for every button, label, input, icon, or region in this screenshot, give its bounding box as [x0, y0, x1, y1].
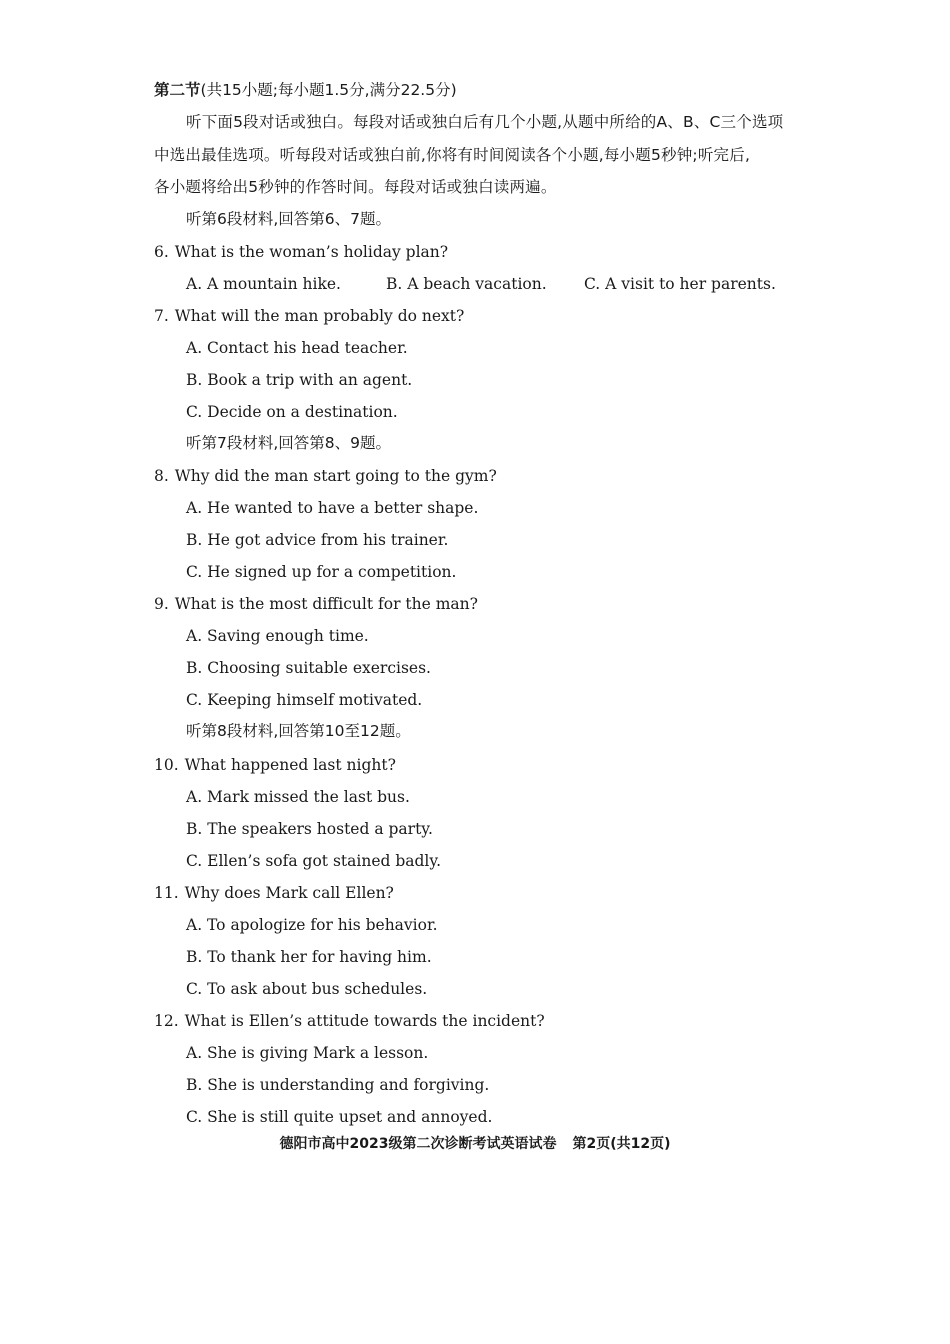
q8-option-a: A. He wanted to have a better shape. — [186, 499, 479, 517]
question-8 — [154, 466, 497, 486]
question-text: Why did the man start going to the gym? — [174, 467, 497, 485]
q7-option-a: A. Contact his head teacher. — [186, 339, 408, 357]
page-number: 第2页(共12页) — [572, 1136, 671, 1152]
q11-option-c: C. To ask about bus schedules. — [186, 980, 428, 998]
exam-title: 德阳市高中2023级第二次诊断考试英语试卷 — [279, 1136, 557, 1152]
q7-option-b: B. Book a trip with an agent. — [186, 371, 413, 389]
q10-option-c: C. Ellen’s sofa got stained badly. — [186, 852, 442, 870]
page-footer — [0, 1134, 950, 1154]
q11-option-a: A. To apologize for his behavior. — [186, 916, 438, 934]
q6-option-a: A. A mountain hike. — [186, 275, 341, 293]
question-6 — [154, 242, 448, 262]
material-7-heading: 听第7段材料,回答第8、9题。 — [186, 434, 392, 452]
section-header — [154, 80, 457, 100]
question-number: 6. — [154, 243, 169, 261]
question-text: What is Ellen’s attitude towards the incident? — [184, 1012, 545, 1030]
question-number: 8. — [154, 467, 169, 485]
question-number: 12. — [154, 1012, 179, 1030]
material-6-heading: 听第6段材料,回答第6、7题。 — [186, 210, 392, 228]
q6-option-c: C. A visit to her parents. — [584, 275, 776, 293]
q12-option-c: C. She is still quite upset and annoyed. — [186, 1108, 493, 1126]
question-7 — [154, 306, 464, 326]
question-text: What is the most difficult for the man? — [174, 595, 478, 613]
question-12 — [154, 1011, 545, 1031]
q11-option-b: B. To thank her for having him. — [186, 948, 432, 966]
q10-option-b: B. The speakers hosted a party. — [186, 820, 433, 838]
question-11 — [154, 883, 394, 903]
question-text: What is the woman’s holiday plan? — [174, 243, 449, 261]
question-text: What happened last night? — [184, 756, 396, 774]
question-number: 9. — [154, 595, 169, 613]
question-number: 10. — [154, 756, 179, 774]
question-number: 7. — [154, 307, 169, 325]
q8-option-b: B. He got advice from his trainer. — [186, 531, 449, 549]
section-scoring: (共15小题;每小题1.5分,满分22.5分) — [200, 81, 457, 99]
q9-option-a: A. Saving enough time. — [186, 627, 369, 645]
instructions-line-3: 各小题将给出5秒钟的作答时间。每段对话或独白读两遍。 — [154, 178, 557, 196]
q12-option-b: B. She is understanding and forgiving. — [186, 1076, 490, 1094]
material-8-heading: 听第8段材料,回答第10至12题。 — [186, 722, 411, 740]
q7-option-c: C. Decide on a destination. — [186, 403, 398, 421]
q9-option-b: B. Choosing suitable exercises. — [186, 659, 431, 677]
q10-option-a: A. Mark missed the last bus. — [186, 788, 410, 806]
instructions-line-2: 中选出最佳选项。听每段对话或独白前,你将有时间阅读各个小题,每小题5秒钟;听完后, — [154, 146, 751, 164]
instructions-line-1: 听下面5段对话或独白。每段对话或独白后有几个小题,从题中所给的A、B、C三个选项 — [186, 113, 784, 131]
q8-option-c: C. He signed up for a competition. — [186, 563, 457, 581]
section-title: 第二节 — [154, 81, 201, 99]
question-text: Why does Mark call Ellen? — [184, 884, 394, 902]
q12-option-a: A. She is giving Mark a lesson. — [186, 1044, 429, 1062]
question-text: What will the man probably do next? — [174, 307, 465, 325]
q6-option-b: B. A beach vacation. — [386, 275, 547, 293]
q9-option-c: C. Keeping himself motivated. — [186, 691, 423, 709]
question-number: 11. — [154, 884, 179, 902]
question-9 — [154, 594, 478, 614]
question-10 — [154, 755, 396, 775]
